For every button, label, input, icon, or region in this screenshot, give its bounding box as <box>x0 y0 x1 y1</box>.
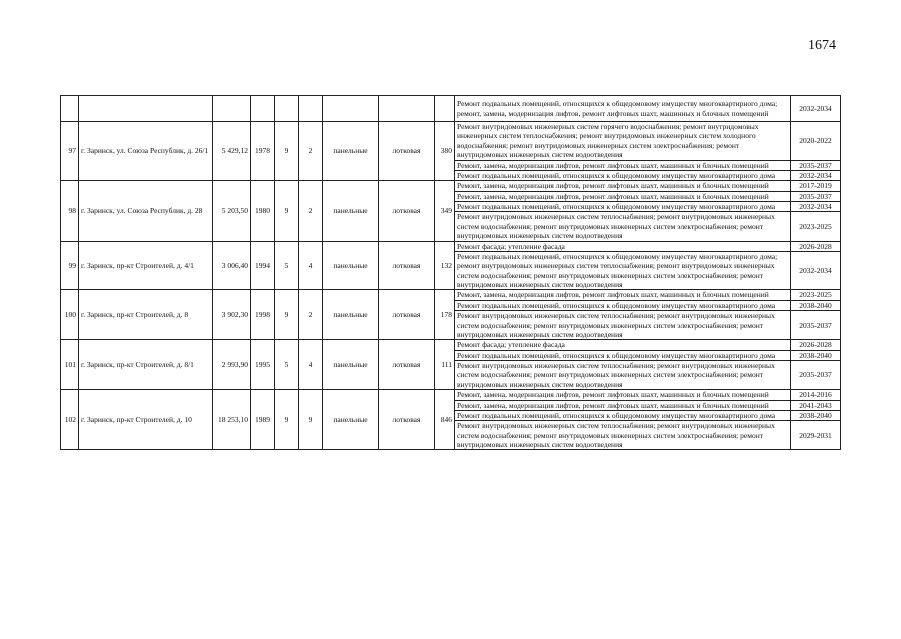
build-year: 1989 <box>251 390 275 450</box>
residents: 178 <box>435 290 455 340</box>
table-row <box>61 390 841 400</box>
address: г. Заринск, ул. Союза Республик, д. 28 <box>79 181 213 241</box>
work-description: Ремонт подвальных помещений, относящихся к общедомовому имуществу многоквартирного дома <box>455 300 791 310</box>
roof-type: лотковая <box>379 390 435 450</box>
row-number: 99 <box>61 241 79 290</box>
build-year: 1978 <box>251 122 275 181</box>
entrances: 9 <box>299 390 323 450</box>
floors: 5 <box>275 241 299 290</box>
area: 3 902,30 <box>213 290 251 340</box>
work-description: Ремонт внутридомовых инженерных систем теплоснабжения; ремонт внутридомовых инженерных систем водоснабжения; ремонт внутридомовых инженерных систем электроснабжения; ремонт внутридомовых инженерных систем водоотведения <box>455 361 791 390</box>
work-description: Ремонт внутридомовых инженерных систем горячего водоснабжения; ремонт внутридомовых инженерных систем теплоснабжения; ремонт внутридомовых инженерных систем холодного водоснабжения; ремонт внутридомовых инженерных систем электроснабжения; ремонт внутридомовых инженерных систем водоотведения <box>455 122 791 161</box>
roof-type: лотковая <box>379 340 435 390</box>
work-description: Ремонт, замена, модернизация лифтов, ремонт лифтовых шахт, машинных и блочных помещений <box>455 181 791 191</box>
work-period: 2032-2034 <box>791 96 841 122</box>
address: г. Заринск, пр-кт Строителей, д. 8/1 <box>79 340 213 390</box>
work-period: 2026-2028 <box>791 340 841 350</box>
entrances: 2 <box>299 181 323 241</box>
row-number: 101 <box>61 340 79 390</box>
work-period: 2020-2022 <box>791 122 841 161</box>
work-description: Ремонт подвальных помещений, относящихся к общедомовому имуществу многоквартирного дома <box>455 410 791 420</box>
wall-material: панельные <box>323 390 379 450</box>
work-description: Ремонт, замена, модернизация лифтов, ремонт лифтовых шахт, машинных и блочных помещений <box>455 290 791 300</box>
empty-cell <box>275 96 299 122</box>
work-description: Ремонт, замена, модернизация лифтов, ремонт лифтовых шахт, машинных и блочных помещений <box>455 191 791 201</box>
floors: 5 <box>275 340 299 390</box>
wall-material: панельные <box>323 290 379 340</box>
entrances: 4 <box>299 340 323 390</box>
work-description: Ремонт фасада; утепление фасада <box>455 340 791 350</box>
residents: 132 <box>435 241 455 290</box>
residents: 846 <box>435 390 455 450</box>
work-period: 2038-2040 <box>791 410 841 420</box>
empty-cell <box>323 96 379 122</box>
area: 3 006,40 <box>213 241 251 290</box>
empty-cell <box>299 96 323 122</box>
work-description: Ремонт внутридомовых инженерных систем теплоснабжения; ремонт внутридомовых инженерных систем водоснабжения; ремонт внутридомовых инженерных систем электроснабжения; ремонт внутридомовых инженерных систем водоотведения <box>455 421 791 450</box>
area: 18 253,10 <box>213 390 251 450</box>
empty-cell <box>79 96 213 122</box>
entrances: 2 <box>299 290 323 340</box>
roof-type: лотковая <box>379 122 435 181</box>
wall-material: панельные <box>323 122 379 181</box>
residents: 380 <box>435 122 455 181</box>
build-year: 1980 <box>251 181 275 241</box>
empty-cell <box>435 96 455 122</box>
row-number: 102 <box>61 390 79 450</box>
area: 5 429,12 <box>213 122 251 181</box>
work-period: 2035-2037 <box>791 311 841 340</box>
work-period: 2023-2025 <box>791 212 841 241</box>
address: г. Заринск, пр-кт Строителей, д. 8 <box>79 290 213 340</box>
build-year: 1995 <box>251 340 275 390</box>
work-period: 2014-2016 <box>791 390 841 400</box>
area: 2 993,90 <box>213 340 251 390</box>
table-row <box>61 122 841 161</box>
roof-type: лотковая <box>379 181 435 241</box>
work-period: 2035-2037 <box>791 361 841 390</box>
work-description: Ремонт подвальных помещений, относящихся к общедомовому имуществу многоквартирного дома; ремонт, замена, модернизация лифтов, ремонт лифтовых шахт, машинных и блочных помещений <box>455 96 791 122</box>
entrances: 4 <box>299 241 323 290</box>
build-year: 1994 <box>251 241 275 290</box>
work-description: Ремонт фасада; утепление фасада <box>455 241 791 251</box>
work-description: Ремонт подвальных помещений, относящихся к общедомовому имуществу многоквартирного дома <box>455 202 791 212</box>
work-description: Ремонт внутридомовых инженерных систем теплоснабжения; ремонт внутридомовых инженерных систем водоснабжения; ремонт внутридомовых инженерных систем электроснабжения; ремонт внутридомовых инженерных систем водоотведения <box>455 212 791 241</box>
floors: 9 <box>275 122 299 181</box>
roof-type: лотковая <box>379 241 435 290</box>
address: г. Заринск, ул. Союза Республик, д. 26/1 <box>79 122 213 181</box>
work-description: Ремонт, замена, модернизация лифтов, ремонт лифтовых шахт, машинных и блочных помещений <box>455 160 791 170</box>
address: г. Заринск, пр-кт Строителей, д. 4/1 <box>79 241 213 290</box>
page-number: 1674 <box>808 38 836 53</box>
roof-type: лотковая <box>379 290 435 340</box>
work-period: 2035-2037 <box>791 160 841 170</box>
work-period: 2041-2043 <box>791 400 841 410</box>
table-row <box>61 290 841 300</box>
row-number: 97 <box>61 122 79 181</box>
empty-cell <box>61 96 79 122</box>
residents: 111 <box>435 340 455 390</box>
work-period: 2038-2040 <box>791 350 841 360</box>
table-row <box>61 241 841 251</box>
work-period: 2032-2034 <box>791 170 841 180</box>
capital-repair-table <box>60 95 841 450</box>
empty-cell <box>213 96 251 122</box>
address: г. Заринск, пр-кт Строителей, д. 10 <box>79 390 213 450</box>
table-row <box>61 181 841 191</box>
work-period: 2017-2019 <box>791 181 841 191</box>
work-period: 2032-2034 <box>791 202 841 212</box>
build-year: 1998 <box>251 290 275 340</box>
work-period: 2026-2028 <box>791 241 841 251</box>
floors: 9 <box>275 290 299 340</box>
work-period: 2032-2034 <box>791 251 841 290</box>
wall-material: панельные <box>323 340 379 390</box>
row-number: 98 <box>61 181 79 241</box>
empty-cell <box>251 96 275 122</box>
work-period: 2029-2031 <box>791 421 841 450</box>
area: 5 203,50 <box>213 181 251 241</box>
floors: 9 <box>275 390 299 450</box>
table-row <box>61 340 841 350</box>
entrances: 2 <box>299 122 323 181</box>
row-number: 100 <box>61 290 79 340</box>
work-description: Ремонт подвальных помещений, относящихся к общедомовому имуществу многоквартирного дома <box>455 170 791 180</box>
wall-material: панельные <box>323 181 379 241</box>
work-description: Ремонт, замена, модернизация лифтов, ремонт лифтовых шахт, машинных и блочных помещений <box>455 400 791 410</box>
work-period: 2038-2040 <box>791 300 841 310</box>
wall-material: панельные <box>323 241 379 290</box>
work-period: 2023-2025 <box>791 290 841 300</box>
table-row <box>61 96 841 122</box>
residents: 349 <box>435 181 455 241</box>
work-description: Ремонт внутридомовых инженерных систем теплоснабжения; ремонт внутридомовых инженерных систем водоснабжения; ремонт внутридомовых инженерных систем электроснабжения; ремонт внутридомовых инженерных систем водоотведения <box>455 311 791 340</box>
work-description: Ремонт подвальных помещений, относящихся к общедомовому имуществу многоквартирного дома <box>455 350 791 360</box>
empty-cell <box>379 96 435 122</box>
table-body <box>61 96 841 450</box>
floors: 9 <box>275 181 299 241</box>
work-description: Ремонт подвальных помещений, относящихся к общедомовому имуществу многоквартирного дома; ремонт внутридомовых инженерных систем теплоснабжения; ремонт внутридомовых инженерных систем водоснабжения; ремонт внутридомовых инженерных систем электроснабжения; ремонт внутридомовых инженерных систем водоотведения <box>455 251 791 290</box>
work-description: Ремонт, замена, модернизация лифтов, ремонт лифтовых шахт, машинных и блочных помещений <box>455 390 791 400</box>
work-period: 2035-2037 <box>791 191 841 201</box>
